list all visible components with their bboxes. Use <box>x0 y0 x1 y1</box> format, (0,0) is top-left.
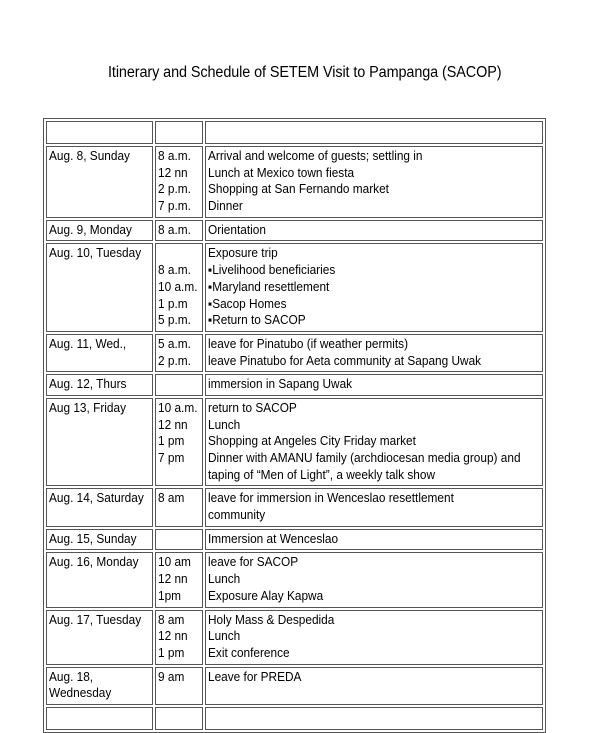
table-row <box>46 146 543 218</box>
time-text: 1 pm <box>157 434 185 449</box>
time-cell <box>155 220 203 242</box>
table-footer-row <box>46 707 543 730</box>
date-cell <box>46 398 153 486</box>
activity-text: ▪Sacop Homes <box>207 296 287 311</box>
activity-cell <box>205 488 543 526</box>
date-cell <box>46 610 153 665</box>
activity-text: Lunch at Mexico town fiesta <box>207 165 354 180</box>
date-text: Aug. 10, Tuesday <box>49 246 142 261</box>
time-text: 8 a.m. <box>157 222 191 237</box>
activity-cell <box>205 220 543 242</box>
time-text: 1 pm <box>157 645 185 660</box>
time-cell <box>155 529 203 551</box>
time-text: 8 a.m. <box>157 149 191 163</box>
activity-cell <box>205 243 543 331</box>
schedule-table <box>43 118 546 733</box>
activity-cell <box>205 610 543 665</box>
activity-text: Exposure Alay Kapwa <box>207 588 323 603</box>
time-text: 1 p.m <box>157 296 188 311</box>
date-cell <box>46 529 153 551</box>
date-text: Aug. 16, Monday <box>49 555 139 570</box>
empty-footer-cell <box>46 707 153 730</box>
time-text: 8 a.m. <box>157 263 191 278</box>
table-row <box>46 243 543 331</box>
time-text: 2 p.m. <box>157 353 191 368</box>
date-text: Aug. 9, Monday <box>49 222 132 237</box>
table-header-row <box>46 121 543 144</box>
time-text: 5 p.m. <box>157 313 191 328</box>
schedule-body <box>46 121 543 730</box>
activity-cell <box>205 552 543 607</box>
activity-text: leave for SACOP <box>207 555 298 570</box>
activity-text: Immersion at Wenceslao <box>207 531 338 546</box>
activity-text: Orientation <box>207 222 266 237</box>
time-text: 5 a.m. <box>157 336 191 351</box>
time-cell <box>155 667 203 705</box>
empty-footer-cell <box>205 707 543 730</box>
date-cell <box>46 488 153 526</box>
page-title: Itinerary and Schedule of SETEM Visit to Pampanga (SACOP) <box>108 64 502 81</box>
activity-cell <box>205 529 543 551</box>
table-row <box>46 220 543 242</box>
empty-header-cell <box>155 121 203 144</box>
time-text: 7 pm <box>157 451 185 465</box>
table-row <box>46 529 543 551</box>
table-row <box>46 374 543 396</box>
time-text: 10 a.m. <box>157 279 198 294</box>
time-text: 12 nn <box>157 417 188 432</box>
activity-text: ▪Maryland resettlement <box>207 279 330 294</box>
activity-text: Shopping at San Fernando market <box>207 182 389 197</box>
time-text: 12 nn <box>157 165 188 180</box>
activity-text: Dinner <box>207 199 243 214</box>
activity-cell <box>205 374 543 396</box>
activity-text: Shopping at Angeles City Friday market <box>207 434 416 449</box>
activity-text: Dinner with AMANU family (archdiocesan media group) and <box>207 451 521 465</box>
time-text: 9 am <box>157 669 185 684</box>
date-cell <box>46 243 153 331</box>
date-text: Aug. 14, Saturday <box>49 491 144 506</box>
time-text: 2 p.m. <box>157 182 191 197</box>
activity-text: leave for immersion in Wenceslao resettlement <box>207 491 454 506</box>
date-cell <box>46 552 153 607</box>
table-row <box>46 610 543 665</box>
activity-text: leave for Pinatubo (if weather permits) <box>207 336 408 351</box>
time-cell <box>155 488 203 526</box>
date-text: Aug. 17, Tuesday <box>49 612 142 627</box>
time-text: 12 nn <box>157 629 188 644</box>
activity-cell <box>205 334 543 372</box>
table-row <box>46 398 543 486</box>
time-text: 7 p.m. <box>157 199 191 214</box>
table-row <box>46 552 543 607</box>
time-cell <box>155 243 203 331</box>
date-text: Aug. 11, Wed., <box>49 336 127 351</box>
date-text: Aug. 15, Sunday <box>49 531 137 546</box>
activity-text: taping of “Men of Light”, a weekly talk show <box>207 467 435 482</box>
activity-text: return to SACOP <box>207 400 297 415</box>
activity-text: community <box>207 508 266 523</box>
time-text: 8 am <box>157 491 185 506</box>
time-text: 8 am <box>157 612 185 627</box>
activity-text: Exit conference <box>207 645 290 660</box>
time-text: 10 a.m. <box>157 400 198 415</box>
activity-text: Holy Mass & Despedida <box>207 612 335 627</box>
activity-text: ▪Livelihood beneficiaries <box>207 263 336 278</box>
empty-footer-cell <box>155 707 203 730</box>
time-text: 10 am <box>157 555 191 570</box>
activity-text: Lunch <box>207 417 241 432</box>
time-cell <box>155 374 203 396</box>
activity-cell <box>205 146 543 218</box>
activity-text: Lunch <box>207 629 241 644</box>
date-text: Aug. 8, Sunday <box>49 149 130 163</box>
activity-text: Leave for PREDA <box>207 669 302 684</box>
activity-text: Arrival and welcome of guests; settling in <box>207 149 423 163</box>
activity-text: leave Pinatubo for Aeta community at Sapang Uwak <box>207 353 481 368</box>
date-cell <box>46 220 153 242</box>
date-cell <box>46 667 153 705</box>
date-text: Aug. 12, Thurs <box>49 377 127 392</box>
time-text: 12 nn <box>157 572 188 587</box>
date-text: Wednesday <box>49 686 112 701</box>
activity-text: Exposure trip <box>207 246 278 261</box>
date-cell <box>46 374 153 396</box>
time-cell <box>155 334 203 372</box>
activity-cell <box>205 667 543 705</box>
date-text: Aug 13, Friday <box>49 400 126 415</box>
time-text: 1pm <box>157 588 181 603</box>
activity-text: immersion in Sapang Uwak <box>207 377 352 392</box>
activity-text: Lunch <box>207 572 241 587</box>
activity-text: ▪Return to SACOP <box>207 313 306 328</box>
empty-header-cell <box>46 121 153 144</box>
time-cell <box>155 552 203 607</box>
date-text: Aug. 18, <box>49 669 94 684</box>
date-cell <box>46 146 153 218</box>
time-cell <box>155 398 203 486</box>
empty-header-cell <box>205 121 543 144</box>
time-cell <box>155 146 203 218</box>
time-cell <box>155 610 203 665</box>
table-row <box>46 334 543 372</box>
date-cell <box>46 334 153 372</box>
table-row <box>46 488 543 526</box>
activity-cell <box>205 398 543 486</box>
table-row <box>46 667 543 705</box>
